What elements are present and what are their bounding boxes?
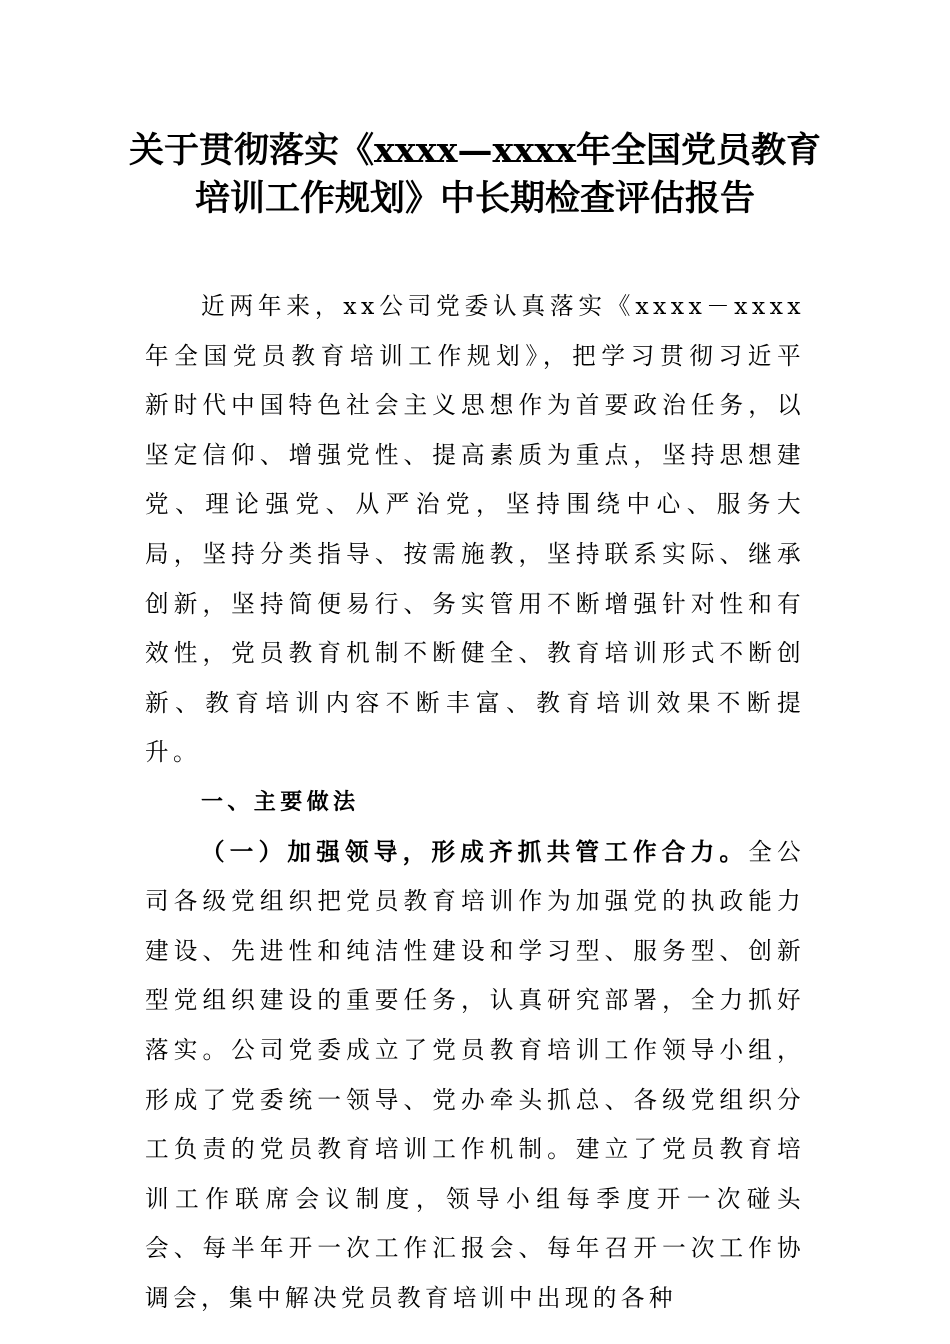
subsection-lead-heading: （一）加强领导，形成齐抓共管工作合力。: [201, 837, 749, 866]
document-title-line-2: 培训工作规划》中长期检查评估报告: [194, 178, 755, 219]
document-title-line-1: 关于贯彻落实《xxxx—xxxx年全国党员教育: [129, 130, 821, 171]
section-heading-main-practices: 一、主要做法: [201, 789, 360, 815]
subsection-body-text: 全公司各级党组织把党员教育培训作为加强党的执政能力建设、先进性和纯洁性建设和学习型、服务型、创新型党组织建设的重要任务，认真研究部署，全力抓好落实。公司党委成立了党员教育培训工作领导小组，形成了党委统一领导、党办牵头抓总、各级党组织分工负责的党员教育培训工作机制。建立了党员教育培训工作联席会议制度，领导小组每季度开一次碰头会、每半年开一次工作汇报会、每年召开一次工作协调会，集中解决党员教育培训中出现的各种: [145, 837, 805, 1312]
intro-paragraph: 近两年来，xx公司党委认真落实《xxxx－xxxx年全国党员教育培训工作规划》，把学习贯彻习近平新时代中国特色社会主义思想作为首要政治任务，以坚定信仰、增强党性、提高素质为重点，坚持思想建党、理论强党、从严治党，坚持围绕中心、服务大局，坚持分类指导、按需施教，坚持联系实际、继承创新，坚持简便易行、务实管用不断增强针对性和有效性，党员教育机制不断健全、教育培训形式不断创新、教育培训内容不断丰富、教育培训效果不断提升。: [145, 292, 805, 767]
document-body: [145, 282, 805, 1323]
subsection-paragraph-1: [145, 828, 805, 1324]
